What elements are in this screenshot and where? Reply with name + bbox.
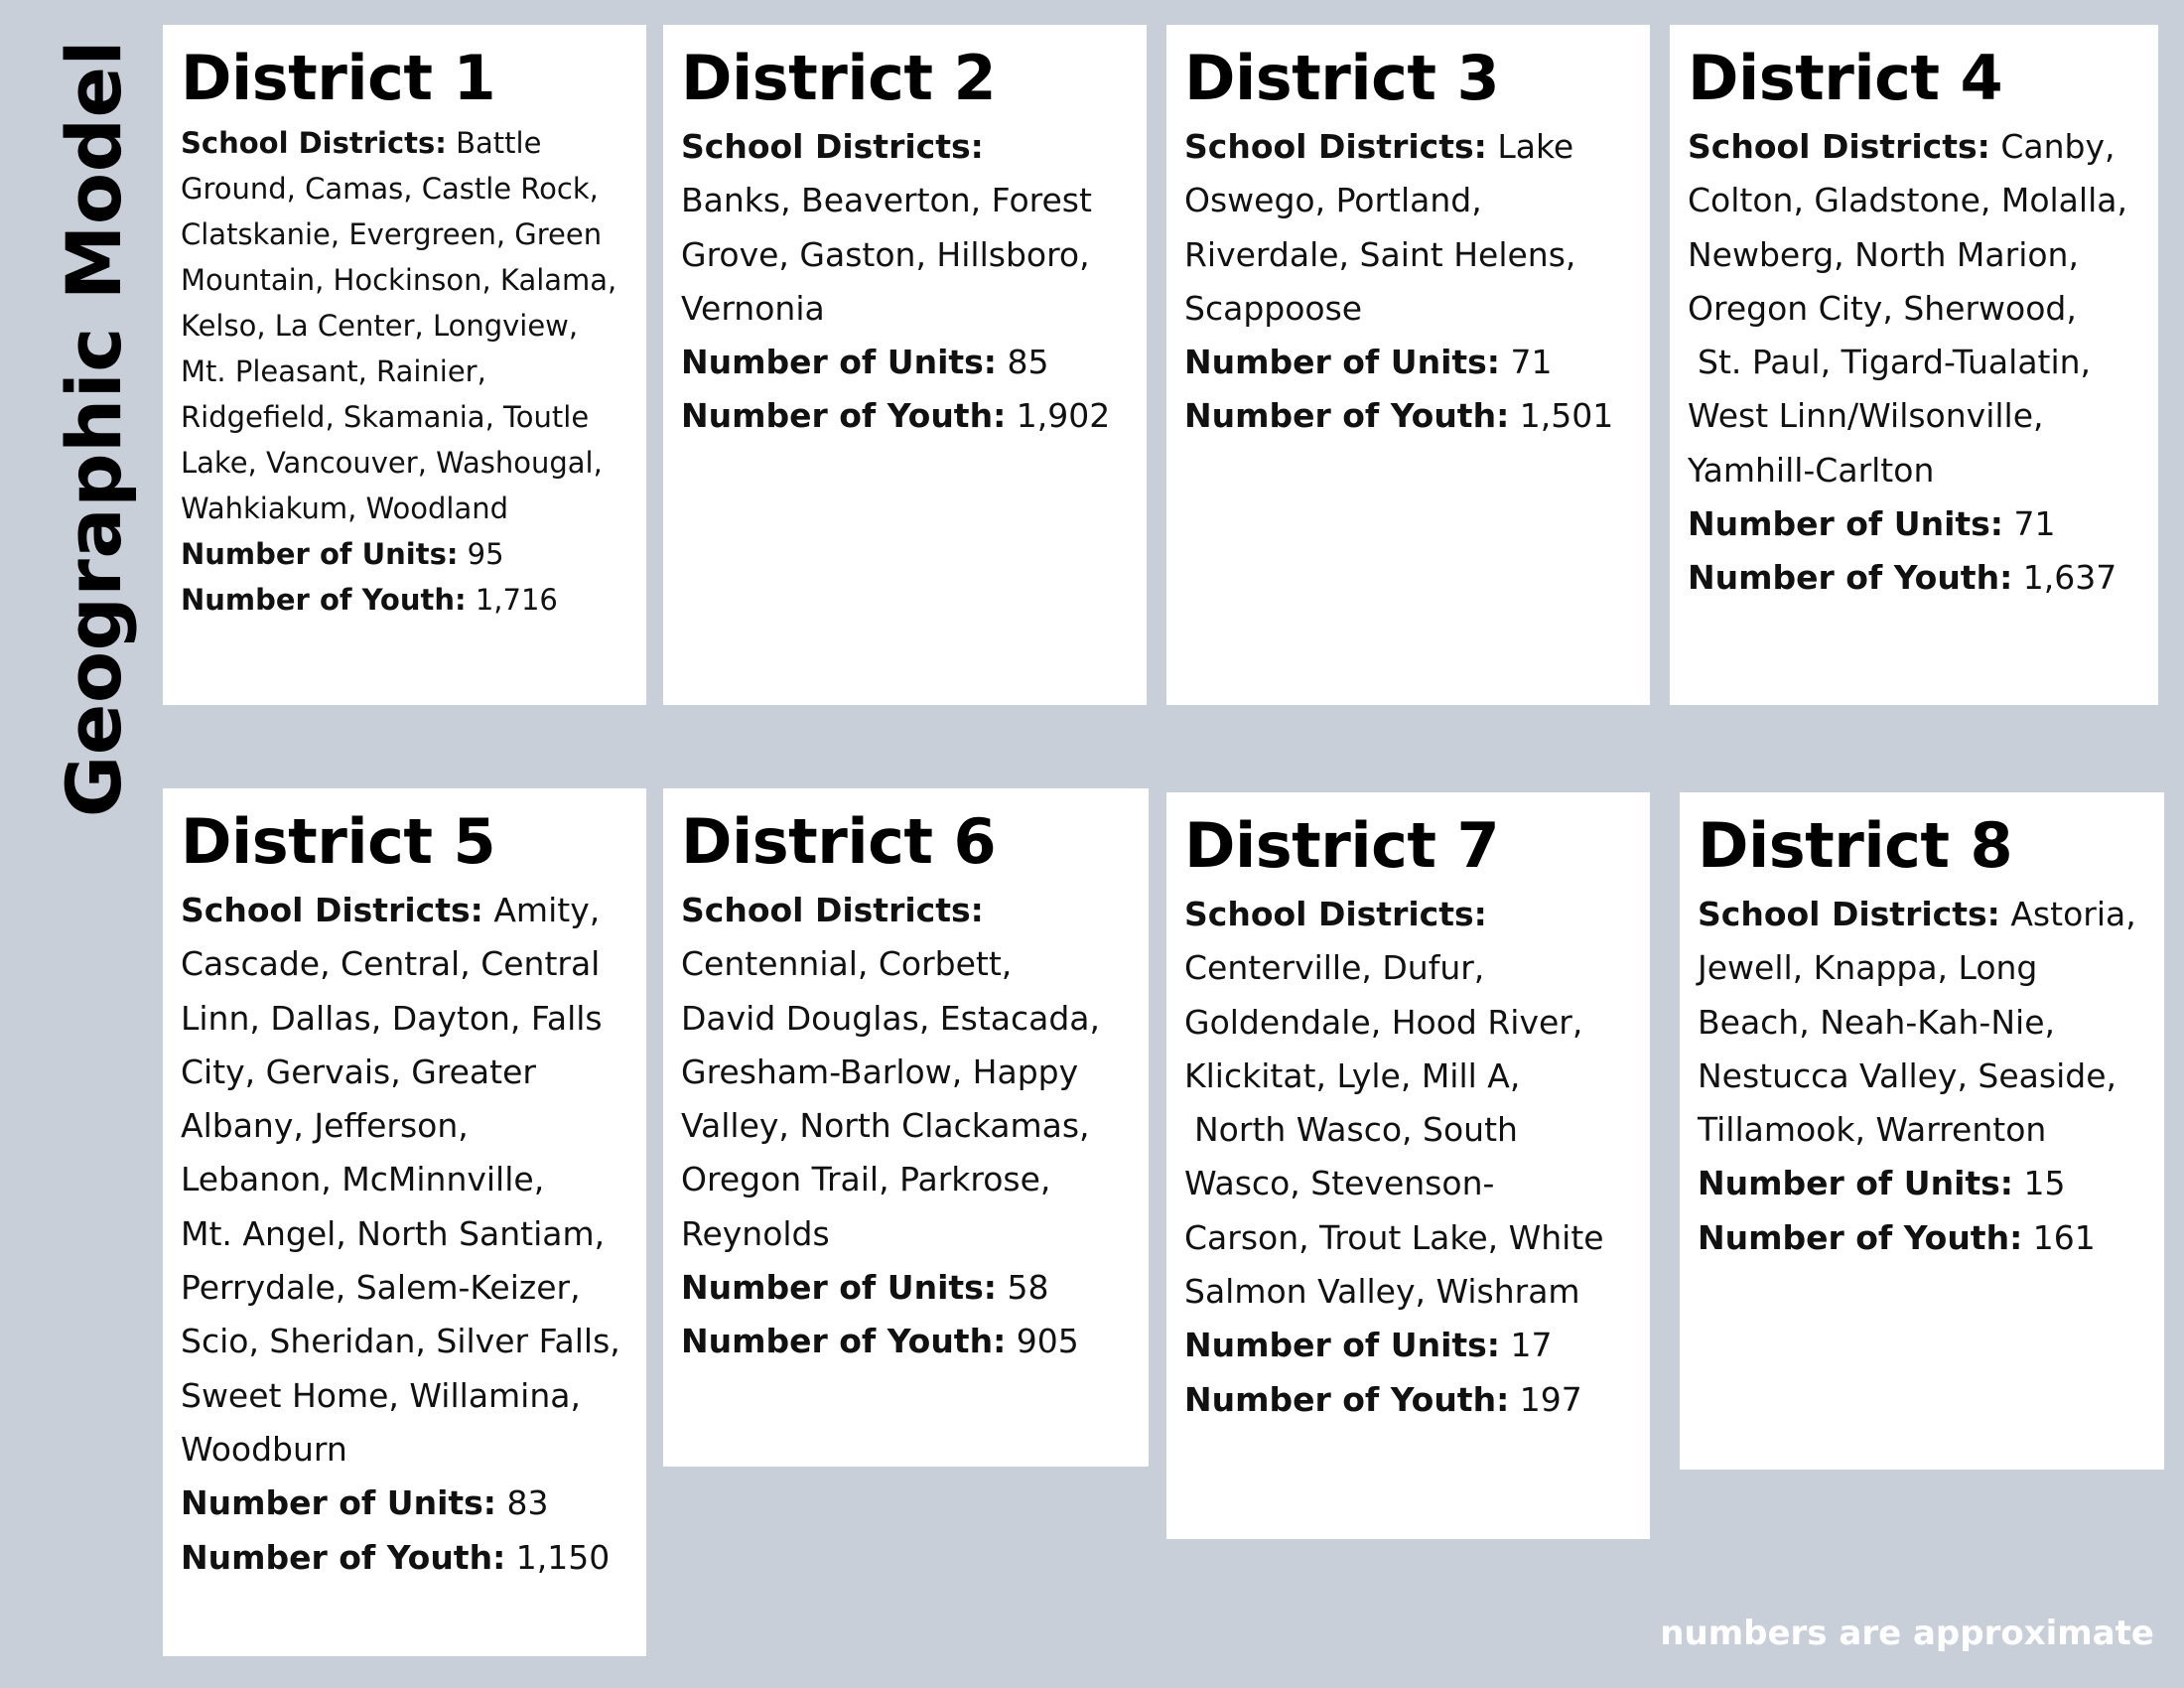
school-line: Wasco, Stevenson- <box>1184 1164 1495 1203</box>
school-line: Wahkiakum, Woodland <box>181 492 509 525</box>
school-line: Centerville, Dufur, <box>1184 948 1485 988</box>
youth-label: Number of Youth: <box>1184 396 1510 436</box>
school-line: Cascade, Central, Central <box>181 944 601 984</box>
district-card-4 <box>1670 25 2158 705</box>
school-text: Lake <box>1497 127 1574 166</box>
school-line-0 <box>181 884 638 937</box>
units-label: Number of Units: <box>1688 504 2003 544</box>
units-value: 17 <box>1510 1326 1553 1365</box>
school-districts-label: School Districts: <box>1184 127 1487 166</box>
district-details <box>1184 120 1642 444</box>
units-value: 83 <box>506 1483 549 1523</box>
youth-value: 905 <box>1016 1322 1079 1361</box>
school-line-0 <box>181 120 638 166</box>
school-line: City, Gervais, Greater <box>181 1052 536 1091</box>
school-line: Centennial, Corbett, <box>681 944 1013 984</box>
youth-label: Number of Youth: <box>181 583 467 617</box>
school-line: Carson, Trout Lake, White <box>1184 1217 1604 1257</box>
district-details <box>681 884 1141 1369</box>
school-line: Mt. Pleasant, Rainier, <box>181 354 486 388</box>
district-title: District 1 <box>181 42 496 114</box>
school-line: Nestucca Valley, Seaside, <box>1698 1055 2116 1095</box>
school-line-0 <box>1184 120 1642 174</box>
district-card-6 <box>663 788 1149 1467</box>
school-line-0 <box>681 884 1141 937</box>
school-text: Battle <box>456 126 542 160</box>
units-line <box>681 336 1139 389</box>
school-line: Albany, Jefferson, <box>181 1106 469 1146</box>
district-title: District 3 <box>1184 42 1500 114</box>
district-card-2 <box>663 25 1147 705</box>
school-districts-label: School Districts: <box>1184 895 1487 933</box>
district-details <box>1688 120 2150 606</box>
youth-label: Number of Youth: <box>181 1537 506 1577</box>
school-line: Tillamook, Warrenton <box>1698 1110 2047 1150</box>
units-value: 95 <box>467 537 504 571</box>
district-title: District 8 <box>1698 809 2013 882</box>
units-value: 85 <box>1007 343 1049 382</box>
school-line: Oswego, Portland, <box>1184 181 1482 220</box>
school-line: Linn, Dallas, Dayton, Falls <box>181 998 603 1038</box>
school-line: Ridgefield, Skamania, Toutle <box>181 400 590 434</box>
footnote: numbers are approximate <box>1660 1614 2154 1653</box>
school-districts-label: School Districts: <box>181 126 447 160</box>
youth-value: 1,716 <box>475 583 558 617</box>
school-line: Clatskanie, Evergreen, Green <box>181 217 603 251</box>
school-line: Banks, Beaverton, Forest <box>681 181 1092 220</box>
youth-line <box>1688 551 2150 605</box>
school-line: Mountain, Hockinson, Kalama, <box>181 263 617 297</box>
youth-value: 197 <box>1519 1379 1582 1419</box>
youth-line <box>181 1531 638 1585</box>
school-text: Astoria, <box>2010 895 2136 933</box>
school-line: Jewell, Knappa, Long <box>1698 948 2038 988</box>
district-title: District 7 <box>1184 809 1500 882</box>
school-line-0 <box>1688 120 2150 174</box>
school-line: St. Paul, Tigard-Tualatin, <box>1698 343 2092 382</box>
district-details <box>1698 888 2156 1265</box>
school-line: Yamhill-Carlton <box>1688 450 1935 490</box>
school-districts-label: School Districts: <box>181 891 483 929</box>
school-line: Sweet Home, Willamina, <box>181 1375 581 1415</box>
school-line-0 <box>1184 888 1642 941</box>
school-districts-label: School Districts: <box>1698 895 2000 933</box>
youth-value: 1,501 <box>1519 396 1614 436</box>
youth-value: 1,902 <box>1016 396 1111 436</box>
units-label: Number of Units: <box>1698 1164 2013 1203</box>
page-title: Geographic Model <box>50 39 139 817</box>
school-line: Grove, Gaston, Hillsboro, <box>681 234 1090 274</box>
school-text: Canby, <box>2000 127 2116 166</box>
school-line: Perrydale, Salem-Keizer, <box>181 1268 581 1308</box>
youth-value: 161 <box>2032 1217 2096 1257</box>
school-line: North Wasco, South <box>1194 1110 1518 1150</box>
school-line: Scappoose <box>1184 288 1363 328</box>
youth-label: Number of Youth: <box>1184 1379 1510 1419</box>
school-line: Riverdale, Saint Helens, <box>1184 234 1576 274</box>
school-line: Vernonia <box>681 288 825 328</box>
school-districts-label: School Districts: <box>681 127 984 166</box>
school-line: Gresham-Barlow, Happy <box>681 1052 1079 1091</box>
school-line: Lebanon, McMinnville, <box>181 1160 545 1199</box>
school-line: Newberg, North Marion, <box>1688 234 2079 274</box>
units-value: 15 <box>2023 1164 2066 1203</box>
units-line <box>1688 497 2150 551</box>
district-card-5 <box>163 788 646 1656</box>
school-line: Valley, North Clackamas, <box>681 1106 1090 1146</box>
school-line: Klickitat, Lyle, Mill A, <box>1184 1055 1521 1095</box>
units-line <box>181 1477 638 1530</box>
youth-line <box>1184 389 1642 443</box>
school-line: Kelso, La Center, Longview, <box>181 309 579 343</box>
page-title-wrapper <box>20 0 169 856</box>
district-title: District 4 <box>1688 42 2003 114</box>
school-line: Lake, Vancouver, Washougal, <box>181 446 603 480</box>
district-title: District 2 <box>681 42 997 114</box>
school-line-0 <box>1698 888 2156 941</box>
units-label: Number of Units: <box>181 1483 496 1523</box>
district-card-7 <box>1166 792 1650 1539</box>
school-line-0 <box>681 120 1139 174</box>
district-card-3 <box>1166 25 1650 705</box>
units-line <box>681 1261 1141 1315</box>
units-line <box>1184 336 1642 389</box>
units-line <box>1698 1157 2156 1210</box>
school-line: Ground, Camas, Castle Rock, <box>181 172 599 206</box>
youth-value: 1,150 <box>515 1537 611 1577</box>
school-line: Oregon City, Sherwood, <box>1688 288 2077 328</box>
district-details <box>1184 888 1642 1427</box>
school-districts-label: School Districts: <box>1688 127 1990 166</box>
units-label: Number of Units: <box>681 1268 997 1308</box>
school-line: Mt. Angel, North Santiam, <box>181 1213 606 1253</box>
units-value: 58 <box>1007 1268 1049 1308</box>
school-line: Reynolds <box>681 1213 830 1253</box>
units-label: Number of Units: <box>681 343 997 382</box>
youth-line <box>1184 1373 1642 1427</box>
school-line: Oregon Trail, Parkrose, <box>681 1160 1051 1199</box>
units-label: Number of Units: <box>1184 1326 1500 1365</box>
school-line: Salmon Valley, Wishram <box>1184 1272 1580 1312</box>
district-title: District 6 <box>681 805 997 878</box>
school-line: Woodburn <box>181 1429 347 1469</box>
school-line: Beach, Neah-Kah-Nie, <box>1698 1002 2055 1042</box>
youth-line <box>1698 1211 2156 1265</box>
units-value: 71 <box>1510 343 1553 382</box>
school-districts-label: School Districts: <box>681 891 984 929</box>
youth-label: Number of Youth: <box>681 1322 1007 1361</box>
youth-line <box>681 389 1139 443</box>
units-line <box>1184 1319 1642 1372</box>
units-line <box>181 531 638 577</box>
district-details <box>681 120 1139 444</box>
school-line: David Douglas, Estacada, <box>681 998 1101 1038</box>
youth-line <box>181 577 638 623</box>
units-value: 71 <box>2013 504 2056 544</box>
district-card-1 <box>163 25 646 705</box>
youth-label: Number of Youth: <box>681 396 1007 436</box>
school-line: Colton, Gladstone, Molalla, <box>1688 181 2127 220</box>
school-line: West Linn/Wilsonville, <box>1688 396 2044 436</box>
district-card-8 <box>1680 792 2164 1470</box>
units-label: Number of Units: <box>1184 343 1500 382</box>
youth-value: 1,637 <box>2022 558 2117 598</box>
youth-line <box>681 1315 1141 1368</box>
district-details <box>181 120 638 623</box>
school-line: Goldendale, Hood River, <box>1184 1002 1583 1042</box>
units-label: Number of Units: <box>181 537 459 571</box>
school-text: Amity, <box>493 891 601 929</box>
youth-label: Number of Youth: <box>1698 1217 2023 1257</box>
youth-label: Number of Youth: <box>1688 558 2013 598</box>
district-title: District 5 <box>181 805 496 878</box>
district-details <box>181 884 638 1585</box>
school-line: Scio, Sheridan, Silver Falls, <box>181 1322 620 1361</box>
